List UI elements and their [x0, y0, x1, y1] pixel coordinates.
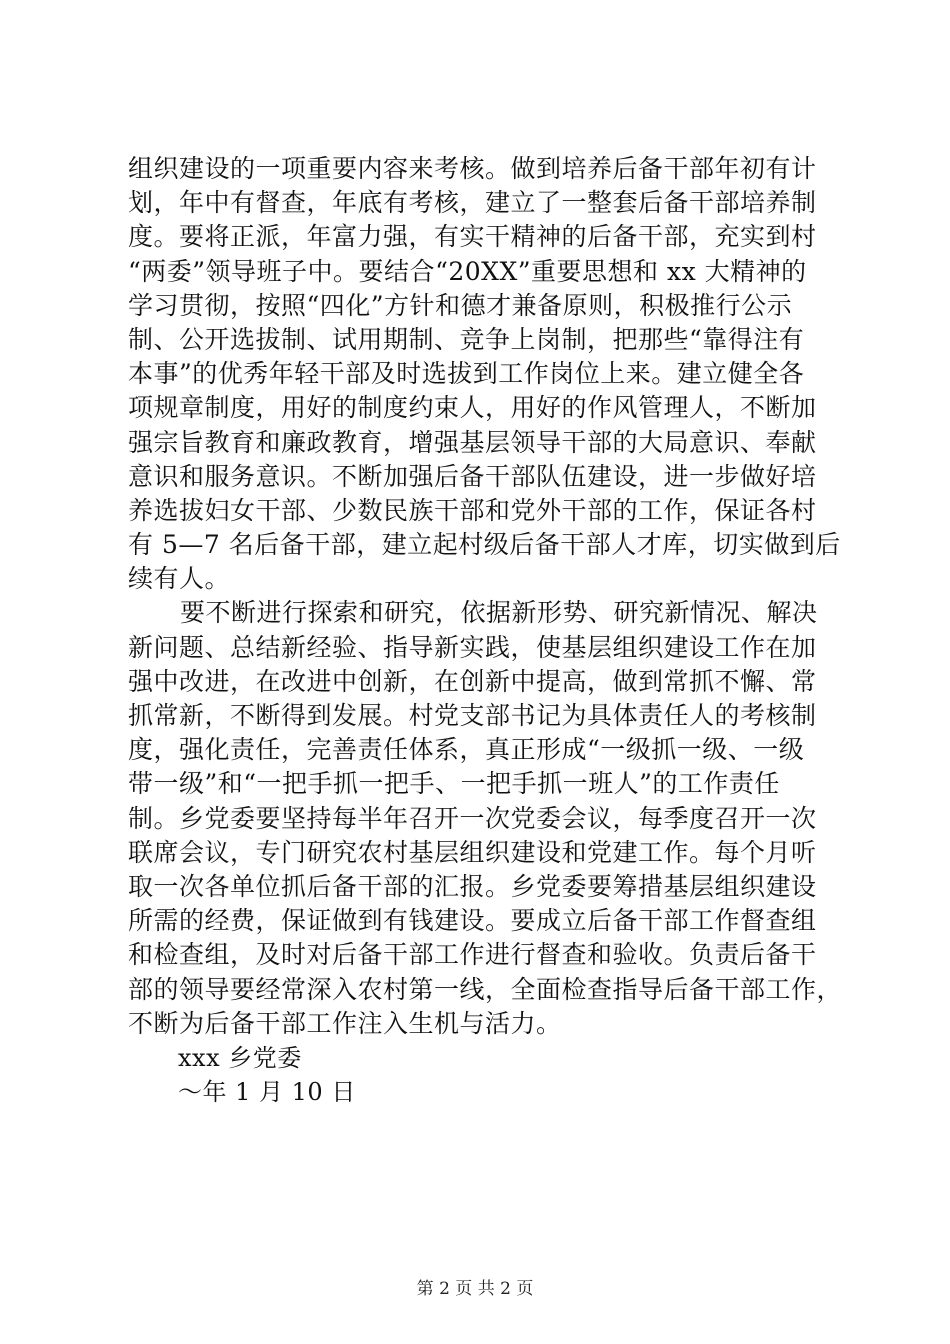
text-line: 和检查组，及时对后备干部工作进行督查和验收。负责后备干	[128, 940, 817, 970]
text-line: 抓常新，不断得到发展。村党支部书记为具体责任人的考核制	[128, 701, 817, 730]
text-line: 养选拔妇女干部、少数民族干部和党外干部的工作，保证各村	[128, 495, 817, 525]
document-body	[128, 152, 854, 1109]
text-line: 要不断进行探索和研究，依据新形势、研究新情况、解决	[180, 598, 818, 628]
text-line: 联席会议，专门研究农村基层组织建设和党建工作。每个月听	[128, 837, 817, 867]
text-line: 带一级”和“一把手抓一把手、一把手抓一班人”的工作责任	[128, 769, 780, 799]
text-line: 有 5—7 名后备干部，建立起村级后备干部人才库，切实做到后	[128, 530, 841, 560]
text-line: 制、公开选拔制、试用期制、竞争上岗制，把那些“靠得注有	[128, 324, 805, 354]
text-line: 取一次各单位抓后备干部的汇报。乡党委要筹措基层组织建设	[128, 871, 817, 901]
text-line: 度，强化责任，完善责任体系，真正形成“一级抓一级、一级	[128, 735, 805, 765]
paragraph-2	[128, 596, 854, 1040]
text-line: 划，年中有督查，年底有考核，建立了一整套后备干部培养制	[128, 188, 817, 218]
text-line: 本事”的优秀年轻干部及时选拔到工作岗位上来。建立健全各	[128, 359, 805, 389]
page-number-footer: 第 2 页 共 2 页	[416, 1279, 534, 1299]
text-line: 续有人。	[128, 564, 231, 594]
text-line: 项规章制度，用好的制度约束人，用好的作风管理人，不断加	[128, 393, 817, 423]
text-line: 新问题、总结新经验、指导新实践，使基层组织建设工作在加	[128, 632, 817, 662]
text-line: 不断为后备干部工作注入生机与活力。	[128, 1008, 562, 1038]
signature-date: ～年 1 月 10 日	[178, 1078, 356, 1107]
text-line: 度。要将正派，年富力强，有实干精神的后备干部，充实到村	[128, 222, 817, 252]
signature-organization: xxx 乡党委	[178, 1043, 302, 1072]
text-line: 意识和服务意识。不断加强后备干部队伍建设，进一步做好培	[128, 461, 817, 491]
text-line: 组织建设的一项重要内容来考核。做到培养后备干部年初有计	[128, 154, 817, 183]
text-line: 所需的经费，保证做到有钱建设。要成立后备干部工作督查组	[128, 906, 817, 936]
text-line: 强宗旨教育和廉政教育，增强基层领导干部的大局意识、奉献	[128, 427, 817, 457]
text-line: 制。乡党委要坚持每半年召开一次党委会议，每季度召开一次	[128, 803, 817, 833]
text-line: 强中改进，在改进中创新，在创新中提高，做到常抓不懈、常	[128, 666, 817, 696]
text-line: 学习贯彻，按照“四化”方针和德才兼备原则，积极推行公示	[128, 290, 793, 320]
text-line: “两委”领导班子中。要结合“20XX”重要思想和 xx 大精神的	[128, 256, 807, 286]
text-line: 部的领导要经常深入农村第一线，全面检查指导后备干部工作，	[128, 974, 843, 1004]
paragraph-1	[128, 152, 854, 596]
